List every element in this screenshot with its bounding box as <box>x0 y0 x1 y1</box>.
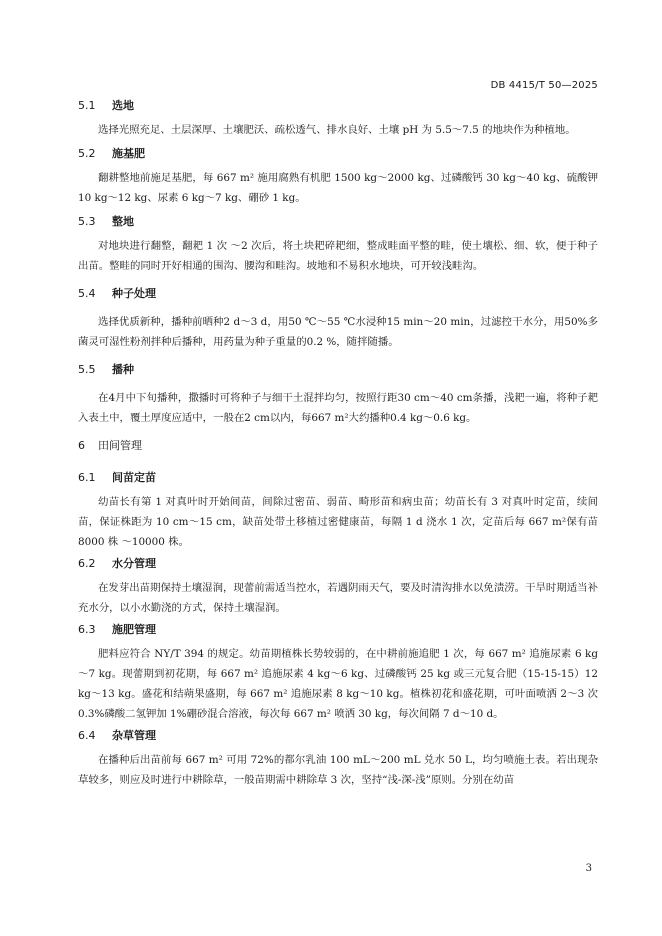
section-number: 6.1 <box>78 471 96 484</box>
section-title: 施基肥 <box>112 147 145 160</box>
section-title: 整地 <box>112 215 134 228</box>
section-title: 杂草管理 <box>112 729 156 742</box>
section-text: 幼苗长有第 1 对真叶时开始间苗，间除过密苗、弱苗、畸形苗和病虫苗；幼苗长有 3 对真叶时定苗，续间苗，保证株距为 10 cm～15 cm，缺苗处带土移植过密健康苗，每隔 1 d 浇水 1 次，定苗后每 667 m²保有苗 8000 株 ～10000 株。 <box>78 496 598 548</box>
document-body <box>78 98 598 790</box>
section-text: 肥料应符合 NY/T 394 的规定。幼苗期植株长势较弱的，在中耕前施追肥 1 次，每 667 m² 追施尿素 6 kg～7 kg。现蕾期到初花期，每 667 m² 追施尿素 4 kg～6 kg、过磷酸钙 25 kg 或三元复合肥（15-15-15）12 kg～13 kg。盛花和结蒴果盛期，每 667 m² 追施尿素 8 kg～10 kg。植株初花和盛花期，可叶面喷洒 2～3 次 0.3%磷酸二氢钾加 1%硼砂混合溶液，每次每 667 m² 喷洒 30 kg，每次间隔 7 d～10 d。 <box>78 648 598 720</box>
section-title: 施肥管理 <box>112 623 156 636</box>
section-6-3 <box>78 622 598 724</box>
section-heading <box>78 146 598 162</box>
section-heading <box>78 214 598 230</box>
section-title: 种子处理 <box>112 287 156 300</box>
section-number: 5.2 <box>78 147 96 160</box>
section-number: 5.3 <box>78 215 96 228</box>
section-title: 播种 <box>112 363 134 376</box>
section-number: 6.2 <box>78 557 96 570</box>
section-title: 田间管理 <box>98 439 142 452</box>
section-5-3 <box>78 214 598 276</box>
section-text: 选择光照充足、土层深厚、土壤肥沃、疏松透气、排水良好、土壤 pH 为 5.5～7.5 的地块作为种植地。 <box>98 124 576 136</box>
section-text: 在发芽出苗期保持土壤湿润，现蕾前需适当控水，若遇阴雨天气，要及时清沟排水以免渍涝。干旱时期适当补充水分，以小水勤浇的方式，保持土壤湿润。 <box>78 582 598 614</box>
section-heading <box>78 622 598 638</box>
section-5-5 <box>78 362 598 428</box>
section-heading <box>78 286 598 302</box>
section-title: 间苗定苗 <box>112 471 156 484</box>
section-5-2 <box>78 146 598 208</box>
section-heading <box>78 728 598 744</box>
section-title: 水分管理 <box>112 557 156 570</box>
section-6-4 <box>78 728 598 790</box>
section-6 <box>78 438 598 454</box>
section-heading <box>78 556 598 572</box>
section-heading <box>78 362 598 378</box>
section-text: 在4月中下旬播种，撒播时可将种子与细干土混拌均匀，按照行距30 cm～40 cm条播，浅耙一遍，将种子耙入表土中，覆土厚度应适中，一般在2 cm以内，每667 m²大约播种0.4 kg～0.6 kg。 <box>78 392 598 424</box>
section-6-1 <box>78 470 598 552</box>
section-5-4 <box>78 286 598 352</box>
section-number: 5.1 <box>78 99 96 112</box>
section-number: 6.4 <box>78 729 96 742</box>
section-title: 选地 <box>112 99 134 112</box>
section-6-2 <box>78 556 598 618</box>
section-number: 6.3 <box>78 623 96 636</box>
section-5-1 <box>78 98 598 140</box>
section-text: 对地块进行翻整，翻耙 1 次 ～2 次后，将土块耙碎耙细，整成畦面平整的畦，使土壤松、细、软，便于种子出苗。整畦的同时开好相通的围沟、腰沟和畦沟。坡地和不易积水地块，可开较浅畦沟。 <box>78 240 598 272</box>
section-number: 5.4 <box>78 287 96 300</box>
page-number: 3 <box>585 863 592 874</box>
section-text: 翻耕整地前施足基肥，每 667 m² 施用腐熟有机肥 1500 kg～2000 kg、过磷酸钙 30 kg～40 kg、硫酸钾 10 kg～12 kg、尿素 6 kg～7 kg、硼砂 1 kg。 <box>78 172 598 204</box>
section-heading <box>78 470 598 486</box>
section-text: 在播种后出苗前每 667 m² 可用 72%的都尔乳油 100 mL～200 mL 兑水 50 L，均匀喷施土表。若出现杂草较多，则应及时进行中耕除草，一般苗期需中耕除草 3 次，坚持“浅-深-浅”原则。分别在幼苗 <box>78 754 598 786</box>
section-text: 选择优质新种，播种前晒种2 d～3 d，用50 ℃～55 ℃水浸种15 min～20 min，过滤控干水分，用50%多菌灵可湿性粉剂拌种后播种，用药量为种子重量的0.2 %，随拌随播。 <box>78 316 598 348</box>
chapter-heading <box>78 438 598 454</box>
standard-code: DB 4415/T 50—2025 <box>490 80 598 91</box>
section-number: 5.5 <box>78 363 96 376</box>
section-number: 6 <box>78 439 85 452</box>
section-heading <box>78 98 598 114</box>
